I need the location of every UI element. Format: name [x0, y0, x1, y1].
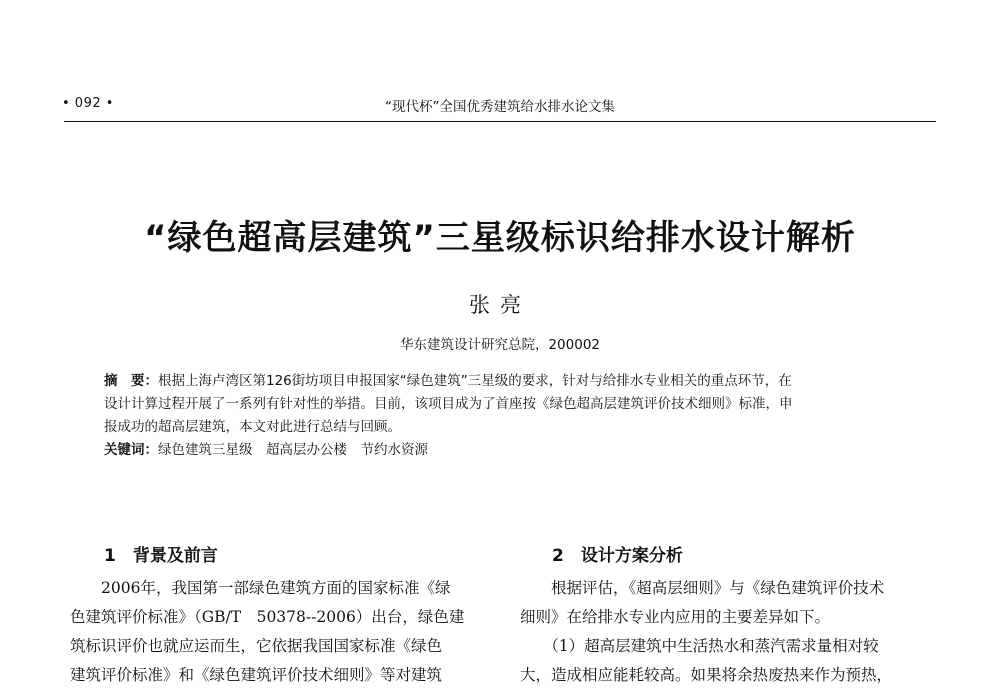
section-2-line-1: 根据评估，《超高层细则》与《绿色建筑评价技术: [520, 579, 885, 597]
section-1-line-1: 2006年，我国第一部绿色建筑方面的国家标准《绿: [70, 579, 451, 597]
page-number: • 092 •: [62, 96, 114, 111]
section-2-body: [520, 574, 892, 690]
section-1-line-2: 色建筑评价标准》（GB/T 50378--2006）出台，绿色建: [70, 608, 465, 626]
abstract-line-2: 设计计算过程开展了一系列有针对性的举措。目前，该项目成为了首座按《绿色超高层建筑评价技术细则》标准，申: [104, 396, 793, 412]
section-1-heading: 1 背景及前言: [104, 546, 218, 566]
header-rule: [64, 121, 936, 122]
section-2-line-2: 细则》在给排水专业内应用的主要差异如下。: [520, 608, 831, 626]
section-1-line-3: 筑标识评价也就应运而生，它依据我国国家标准《绿色: [70, 637, 443, 655]
section-1-line-4: 建筑评价标准》和《绿色建筑评价技术细则》等对建筑: [70, 666, 443, 684]
keywords-line: [104, 439, 896, 462]
abstract-label: 摘 要：: [104, 373, 158, 389]
section-2-heading: 2 设计方案分析: [552, 546, 683, 566]
abstract-line-3: 报成功的超高层建筑，本文对此进行总结与回顾。: [104, 419, 401, 435]
paper-title: “绿色超高层建筑”三星级标识给排水设计解析: [144, 218, 856, 258]
keywords-label: 关键词：: [104, 442, 158, 458]
section-2-line-4: 大，造成相应能耗较高。如果将余热废热来作为预热，: [520, 666, 893, 684]
abstract-line-1: [104, 370, 896, 393]
author-name: 张亮: [469, 293, 531, 317]
journal-title: “现代杯”全国优秀建筑给水排水论文集: [385, 99, 615, 115]
affiliation: 华东建筑设计研究总院，200002: [399, 337, 601, 353]
keywords-text: 绿色建筑三星级 超高层办公楼 节约水资源: [158, 442, 428, 458]
section-1-body: [70, 574, 464, 690]
abstract-block: [104, 370, 896, 462]
abstract-text-1: 根据上海卢湾区第126街坊项目申报国家“绿色建筑”三星级的要求，针对与给排水专业相关的重点环节，在: [158, 373, 792, 389]
section-2-line-3: （1）超高层建筑中生活热水和蒸汽需求量相对较: [520, 637, 879, 655]
